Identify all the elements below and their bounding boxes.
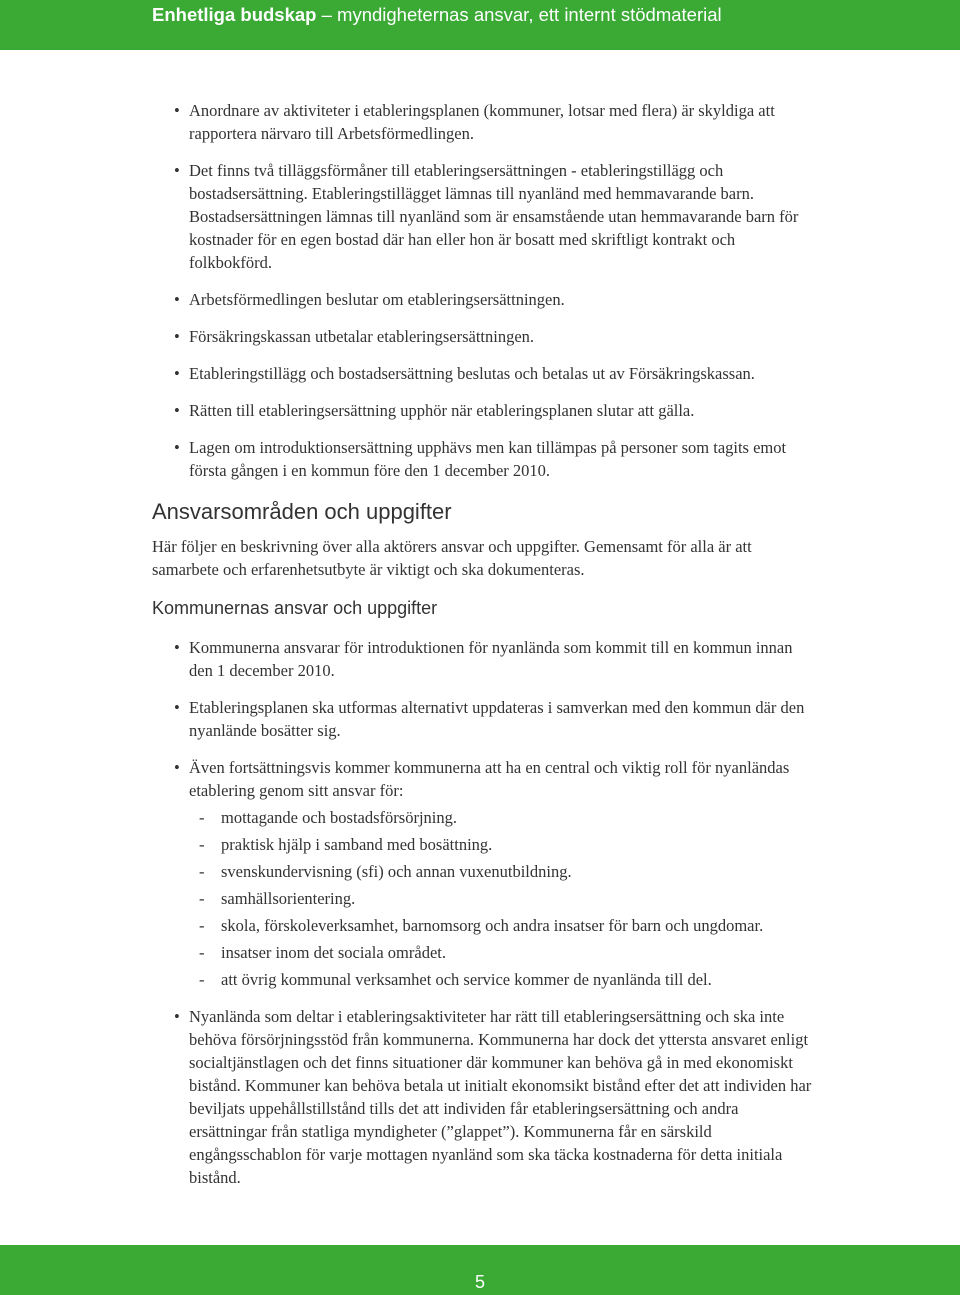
responsibility-sublist (189, 806, 820, 991)
list-item-text: Även fortsättningsvis kommer kommunerna att ha en central och viktig roll för nyanländas etablering genom sitt ansvar för: (189, 758, 790, 800)
list-item: • Försäkringskassan utbetalar etableringsersättningen. (150, 325, 820, 348)
list-item: • Rätten till etableringsersättning upphör när etableringsplanen slutar att gälla. (150, 399, 820, 422)
sublist-item: - praktisk hjälp i samband med bosättning. (199, 833, 820, 856)
list-item: • Etableringstillägg och bostadsersättning beslutas och betalas ut av Försäkringskassan. (150, 362, 820, 385)
sublist-item: - mottagande och bostadsförsörjning. (199, 806, 820, 829)
sublist-item: - att övrig kommunal verksamhet och service kommer de nyanlända till del. (199, 968, 820, 991)
sublist-item: - skola, förskoleverksamhet, barnomsorg och andra insatser för barn och ungdomar. (199, 914, 820, 937)
list-item: • Etableringsplanen ska utformas alternativt uppdateras i samverkan med den kommun där den nyanlände bosätter sig. (150, 696, 820, 742)
list-item: • Lagen om introduktionsersättning upphävs men kan tillämpas på personer som tagits emot första gången i en kommun före den 1 december 2010. (150, 436, 820, 482)
header-title-rest: myndigheternas ansvar, ett internt stödmaterial (337, 4, 722, 25)
list-item: • Nyanlända som deltar i etableringsaktiviteter har rätt till etableringsersättning och ska inte behöva försörjningsstöd från kommunerna. Kommunerna har dock det yttersta ansvaret enligt socialtjänstlagen och det finns situationer där kommuner kan behöva gå in med ekonomiskt bistånd. Kommuner kan behöva betala ut initialt ekonomsikt bistånd efter det att individen har beviljats uppehållstillstånd tills det att individen får etableringsersättning och andra ersättningar från statliga myndigheter (”glappet”). Kommunerna får en särskild engångsschablon för varje mottagen nyanländ som ska täcka kostnaderna för detta initiala bistånd. (150, 1005, 820, 1189)
intro-bullet-list (150, 99, 820, 496)
page-header (0, 0, 960, 50)
section-intro: Här följer en beskrivning över alla aktörers ansvar och uppgifter. Gemensamt för alla är att samarbete och erfarenhetsutbyte är viktigt och ska dokumenteras. (152, 537, 752, 579)
list-item: • Anordnare av aktiviteter i etableringsplanen (kommuner, lotsar med flera) är skyldiga att rapportera närvaro till Arbetsförmedlingen. (150, 99, 820, 145)
sublist-item: - svenskundervisning (sfi) och annan vuxenutbildning. (199, 860, 820, 883)
kommun-bullet-list (150, 636, 820, 1203)
subsection-heading: Kommunernas ansvar och uppgifter (152, 598, 438, 618)
header-dash: – (321, 4, 338, 25)
page-footer (0, 1245, 960, 1295)
sublist-item: - insatser inom det sociala området. (199, 941, 820, 964)
page-number: 5 (474, 1272, 485, 1292)
section-heading: Ansvarsområden och uppgifter (152, 499, 452, 524)
sublist-item: - samhällsorientering. (199, 887, 820, 910)
list-item: • Det finns två tilläggsförmåner till etableringsersättningen - etableringstillägg och bostadsersättning. Etableringstillägget lämnas till nyanländ med hemmavarande barn. Bostadsersättningen lämnas till nyanländ som är ensamstående utan hemmavarande barn för kostnader för en egen bostad där han eller hon är bosatt med skriftligt kontrakt och folkbokförd. (150, 159, 820, 274)
header-title (152, 1, 722, 29)
list-item (150, 756, 820, 991)
list-item: • Arbetsförmedlingen beslutar om etableringsersättningen. (150, 288, 820, 311)
header-title-bold: Enhetliga budskap (152, 4, 317, 25)
list-item: • Kommunerna ansvarar för introduktionen för nyanlända som kommit till en kommun innan den 1 december 2010. (150, 636, 820, 682)
